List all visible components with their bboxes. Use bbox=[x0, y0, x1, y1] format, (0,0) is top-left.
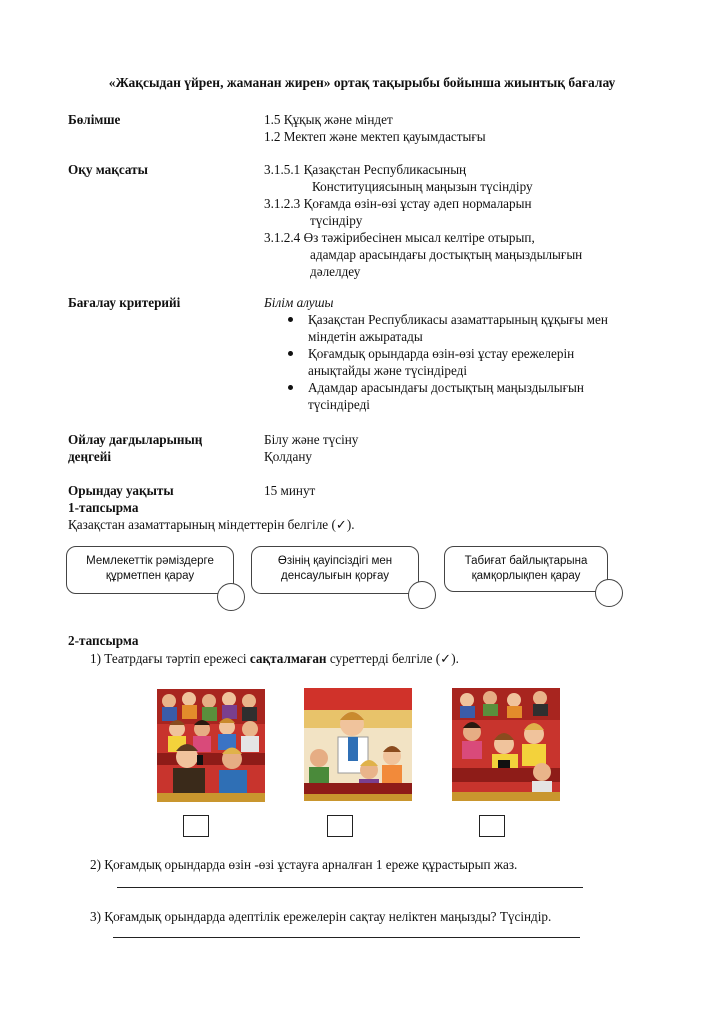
objective-1-cont: Конституциясының маңызын түсіндіру bbox=[312, 179, 533, 194]
section-label: Бөлімше bbox=[68, 112, 121, 127]
page-title: «Жақсыдан үйрен, жаманан жирен» ортақ тақырыбы бойынша жиынтық бағалау bbox=[108, 75, 616, 90]
section-line-1: 1.5 Құқық және міндет bbox=[264, 112, 393, 127]
objective-2: 3.1.2.3 Қоғамда өзін-өзі ұстау әдеп нормаларын bbox=[264, 196, 532, 211]
task1-heading: 1-тапсырма bbox=[68, 500, 139, 515]
task1-option-3-line-2: қамқорлықпен қарау bbox=[471, 570, 581, 582]
task2-q1-bold: сақталмаған bbox=[249, 651, 327, 666]
theater-audience-illustration-3 bbox=[452, 688, 560, 801]
criteria-intro: Білім алушы bbox=[264, 295, 334, 310]
theater-audience-illustration-1 bbox=[157, 689, 265, 802]
criteria-bullet-2-cont: анықтайды және түсіндіреді bbox=[308, 363, 468, 378]
criteria-bullet-3: Адамдар арасындағы достықтың маңыздылығын bbox=[264, 379, 608, 396]
task2-heading: 2-тапсырма bbox=[68, 633, 139, 648]
criteria-label: Бағалау критерийі bbox=[68, 295, 181, 310]
task1-instruction: Қазақстан азаматтарының міндеттерін белгіле (✓). bbox=[68, 517, 355, 532]
picture-3-checkbox[interactable] bbox=[479, 815, 505, 837]
levels-label bbox=[68, 431, 202, 465]
task2-q1-pre: 1) Театрдағы тәртіп ережесі bbox=[90, 651, 250, 666]
task2-question-2: 2) Қоғамдық орындарда өзін -өзі ұстауға арналған 1 ереже құрастырып жаз. bbox=[90, 857, 518, 872]
objective-1: 3.1.5.1 Қазақстан Республикасының bbox=[264, 162, 467, 177]
task1-option-1-line-1: Мемлекеттік рәміздерге bbox=[86, 555, 214, 567]
task1-option-2-checkbox[interactable] bbox=[408, 581, 436, 609]
time-label: Орындау уақыты bbox=[68, 483, 174, 498]
objectives-label: Оқу мақсаты bbox=[68, 162, 148, 177]
level-2: Қолдану bbox=[264, 449, 313, 464]
criteria-values bbox=[264, 294, 608, 413]
task1-option-2 bbox=[251, 546, 419, 594]
task1-option-1-line-2: құрметпен қарау bbox=[105, 570, 195, 582]
task1-option-3 bbox=[444, 546, 608, 592]
section-line-2: 1.2 Мектеп және мектеп қауымдастығы bbox=[264, 129, 486, 144]
time-value: 15 минут bbox=[264, 483, 316, 498]
objective-3-cont-2: дәлелдеу bbox=[310, 264, 361, 279]
answer-line-2[interactable] bbox=[117, 887, 583, 888]
task2-question-1 bbox=[90, 650, 459, 667]
answer-line-3[interactable] bbox=[113, 937, 580, 938]
levels-label-1: Ойлау дағдыларының bbox=[68, 432, 203, 447]
levels-values bbox=[264, 431, 358, 465]
section-values bbox=[264, 111, 486, 145]
theater-picture-2 bbox=[304, 688, 412, 801]
criteria-bullet-2: Қоғамдық орындарда өзін-өзі ұстау ережелерін bbox=[264, 345, 608, 362]
task1-option-1-checkbox[interactable] bbox=[217, 583, 245, 611]
level-1: Білу және түсіну bbox=[264, 432, 359, 447]
picture-1-checkbox[interactable] bbox=[183, 815, 209, 837]
criteria-bullet-1: Қазақстан Республикасы азаматтарының құқығы мен bbox=[264, 311, 608, 328]
theater-audience-illustration-2 bbox=[304, 688, 412, 801]
objective-3: 3.1.2.4 Өз тәжірибесінен мысал келтіре отырып, bbox=[264, 230, 535, 245]
objectives-values bbox=[264, 161, 582, 280]
task1-option-1 bbox=[66, 546, 234, 594]
criteria-bullet-3-cont: түсіндіреді bbox=[308, 397, 370, 412]
task2-q1-post: суреттерді белгіле (✓). bbox=[326, 651, 459, 666]
task1-option-2-line-1: Өзінің қауіпсіздігі мен bbox=[277, 555, 393, 567]
theater-picture-3 bbox=[452, 688, 560, 801]
criteria-bullet-1-cont: міндетін ажыратады bbox=[308, 329, 423, 344]
objective-3-cont: адамдар арасындағы достықтың маңыздылығын bbox=[310, 247, 583, 262]
task1-option-3-checkbox[interactable] bbox=[595, 579, 623, 607]
task1-option-2-line-2: денсаулығын қорғау bbox=[281, 570, 389, 582]
objective-2-cont: түсіндіру bbox=[310, 213, 363, 228]
theater-picture-1 bbox=[157, 689, 265, 802]
picture-2-checkbox[interactable] bbox=[327, 815, 353, 837]
task1-option-3-line-1: Табиғат байлықтарына bbox=[464, 555, 588, 567]
levels-label-2: деңгейі bbox=[68, 449, 112, 464]
task2-question-3: 3) Қоғамдық орындарда әдептілік ережелерін сақтау неліктен маңызды? Түсіндір. bbox=[90, 909, 552, 924]
